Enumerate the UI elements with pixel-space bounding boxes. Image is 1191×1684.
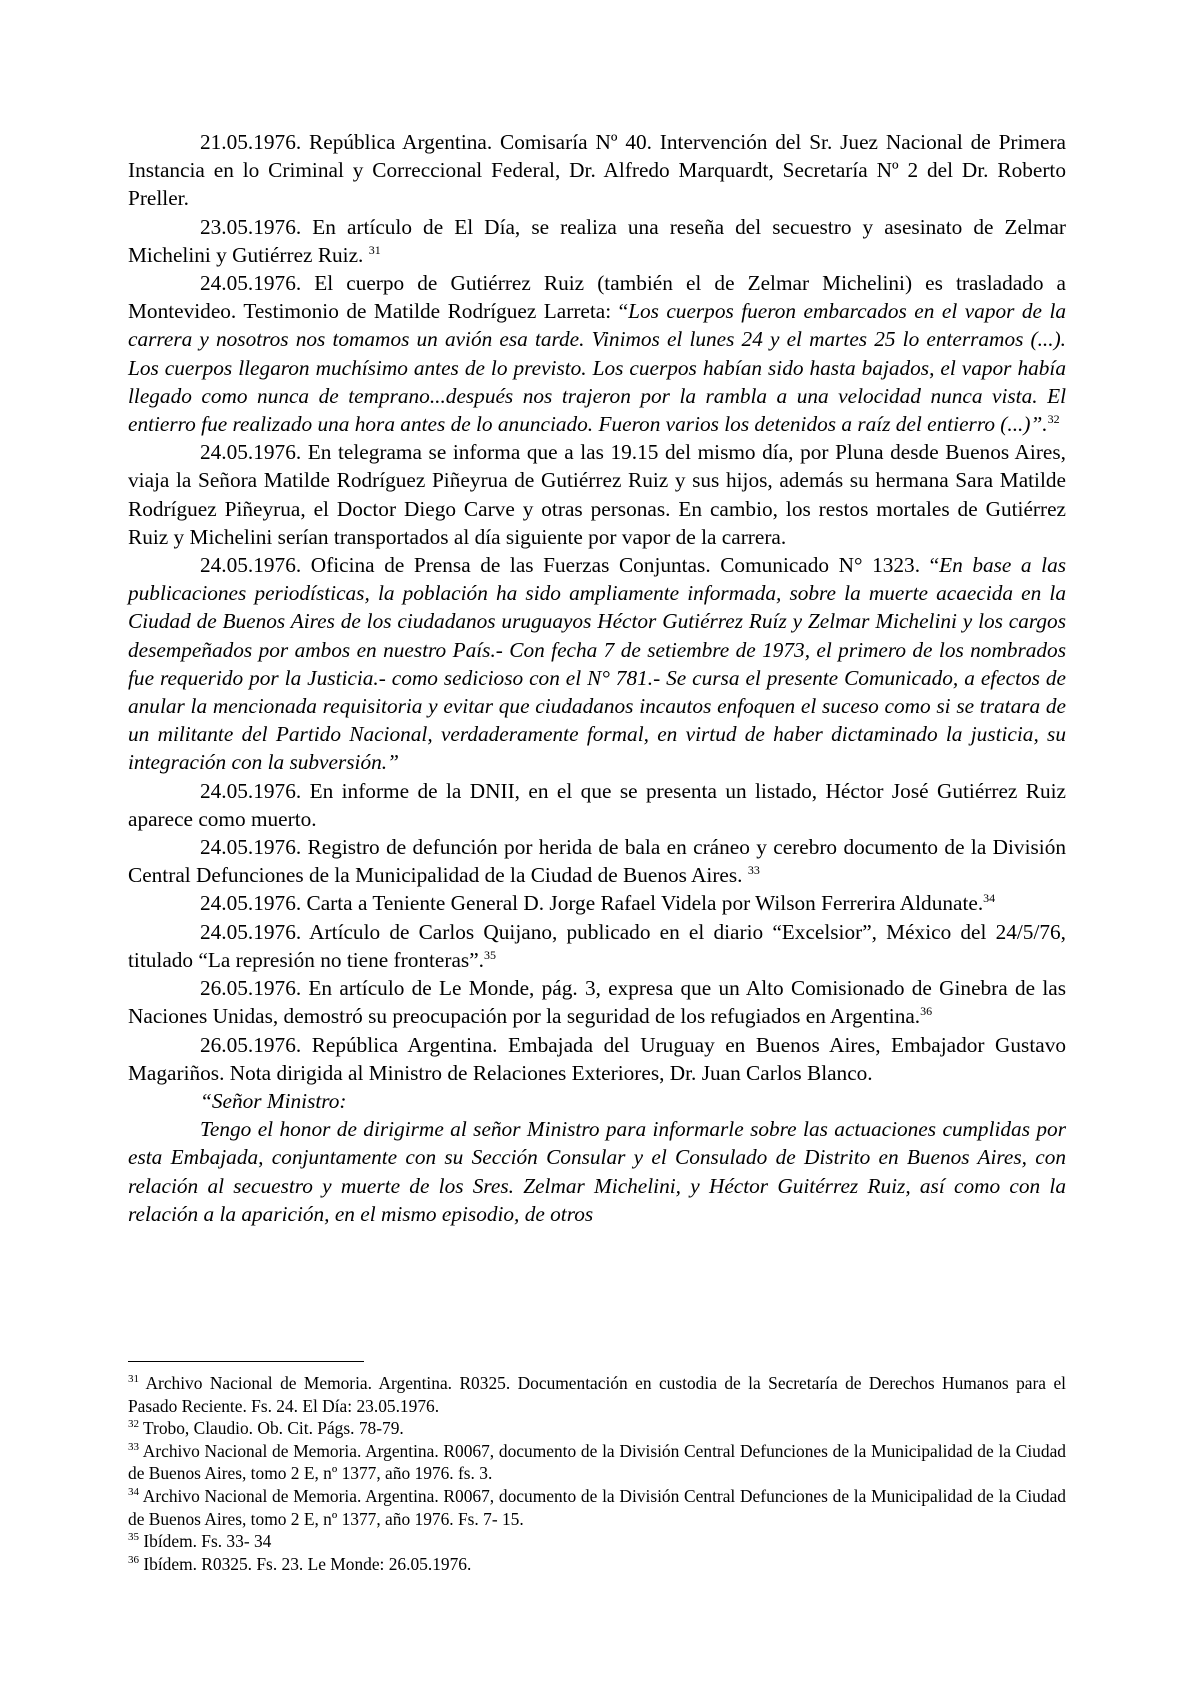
entry-date: 24.05.1976. [200,778,302,803]
footnote [128,1417,1066,1440]
footnote-ref: 35 [484,947,496,962]
entry-date: 24.05.1976. [200,440,302,465]
footnote-number: 36 [128,1553,139,1566]
entry-date: 24.05.1976. [200,891,302,916]
paragraph [128,889,1066,917]
footnote [128,1372,1066,1417]
footnote-number: 31 [128,1373,139,1386]
footnote [128,1485,1066,1530]
paragraph [128,213,1066,269]
entry-text: Carta a Teniente General D. Jorge Rafael Videla por Wilson Ferrerira Aldunate. [301,891,984,916]
letter-body: Tengo el honor de dirigirme al señor Ministro para informarle sobre las actuaciones cumplidas por esta Embajada, conjuntamente con su Sección Consular y el Consulado de Distrito en Buenos Aires, con relación al secuestro y muerte de los Sres. Zelmar Michelini, y Héctor Guitérrez Ruiz, así como con la relación a la aparición, en el mismo episodio, de otros [128,1117,1066,1226]
entry-text: Artículo de Carlos Quijano, publicado en el diario “Excelsior”, México del 24/5/76, titulado “La represión no tiene fronteras”. [128,919,1066,972]
footnote [128,1530,1066,1553]
footnote-text: Ibídem. R0325. Fs. 23. Le Monde: 26.05.1976. [139,1553,472,1574]
entry-text: República Argentina. Comisaría Nº 40. Intervención del Sr. Juez Nacional de Primera Instancia en lo Criminal y Correccional Federal, Dr. Alfredo Marquardt, Secretaría Nº 2 del Dr. Roberto Preller. [128,130,1066,211]
entry-text: República Argentina. Embajada del Uruguay en Buenos Aires, Embajador Gustavo Magariños. Nota dirigida al Ministro de Relaciones Exteriores, Dr. Juan Carlos Blanco. [128,1032,1066,1085]
footnote-divider [128,1361,364,1362]
paragraph [128,974,1066,1030]
entry-text: Registro de defunción por herida de bala en cráneo y cerebro documento de la División Central Defunciones de la Municipalidad de la Ciudad de Buenos Aires. [128,835,1066,888]
entry-text: El cuerpo de Gutiérrez Ruiz (también el de Zelmar Michelini) es trasladado a Montevideo. Testimonio de Matilde Rodríguez Larreta: “ [128,271,1066,324]
footnote-ref: 34 [983,891,996,906]
footnote-number: 35 [128,1531,139,1544]
footnotes [128,1372,1066,1575]
paragraph [128,918,1066,974]
footnote-text: Archivo Nacional de Memoria. Argentina. R0067, documento de la División Central Defunciones de la Municipalidad de la Ciudad de Buenos Aires, tomo 2 E, nº 1377, año 1976. Fs. 7- 15. [128,1485,1066,1529]
entry-date: 24.05.1976. [200,553,302,578]
entry-text: Oficina de Prensa de las Fuerzas Conjuntas. Comunicado N° 1323. “ [301,553,940,578]
footnote-text: Archivo Nacional de Memoria. Argentina. R0325. Documentación en custodia de la Secretaría de Derechos Humanos para el Pasado Reciente. Fs. 24. El Día: 23.05.1976. [128,1373,1066,1416]
paragraph [128,1031,1066,1087]
footnote-number: 33 [128,1440,139,1453]
entry-date: 21.05.1976. [200,130,302,154]
body-text [128,128,1066,1228]
entry-quote: En base a las publicaciones periodísticas, la población ha sido ampliamente informada, sobre la muerte acaecida en la Ciudad de Buenos Aires de los ciudadanos uruguayos Héctor Gutiérrez Ruíz y Zelmar Michelini y los cargos desempeñados por ambos en nuestro País.- Con fecha 7 de setiembre de 1973, el primero de los nombrados fue requerido por la Justicia.- como sedicioso con el N° 781.- Se cursa el presente Comunicado, a efectos de anular la mencionada requisitoria y evitar que ciudadanos incautos enfoquen el suceso como si se tratara de un militante del Partido Nacional, verdaderamente formal, en virtud de haber dictaminado la justicia, su integración con la subversión.” [128,553,1067,775]
entry-text: En artículo de El Día, se realiza una reseña del secuestro y asesinato de Zelmar Michelini y Gutiérrez Ruiz. [128,214,1066,267]
footnote-ref: 31 [368,242,381,257]
footnote [128,1440,1066,1485]
entry-date: 24.05.1976. [200,919,302,944]
entry-date: 24.05.1976. [200,835,302,860]
footnote-number: 34 [128,1486,139,1499]
footnote-number: 32 [128,1418,139,1431]
entry-text: En informe de la DNII, en el que se presenta un listado, Héctor José Gutiérrez Ruiz aparece como muerto. [128,778,1066,831]
entry-text: En artículo de Le Monde, pág. 3, expresa que un Alto Comisionado de Ginebra de las Naciones Unidas, demostró su preocupación por la seguridad de los refugiados en Argentina. [128,976,1066,1029]
footnote-ref: 36 [920,1004,933,1019]
paragraph [128,833,1066,889]
footnote-text: Trobo, Claudio. Ob. Cit. Págs. 78-79. [139,1418,404,1439]
paragraph [128,438,1066,551]
footnote [128,1553,1066,1576]
paragraph [128,777,1066,833]
entry-date: 26.05.1976. [200,976,302,1001]
entry-date: 23.05.1976. [200,214,302,239]
footnote-ref: 33 [747,863,760,878]
entry-date: 26.05.1976. [200,1032,302,1057]
paragraph [128,128,1066,213]
paragraph [128,269,1066,438]
footnote-text: Archivo Nacional de Memoria. Argentina. R0067, documento de la División Central Defunciones de la Municipalidad de la Ciudad de Buenos Aires, tomo 2 E, nº 1377, año 1976. fs. 3. [128,1440,1066,1484]
entry-quote: Los cuerpos fueron embarcados en el vapor de la carrera y nosotros nos tomamos un avión esa tarde. Vinimos el lunes 24 y el martes 25 lo enterramos (...). Los cuerpos llegaron muchísimo antes de lo previsto. Los cuerpos habían sido hasta bajados, el vapor había llegado como nunca de temprano...después nos trajeron por la rambla a una velocidad nunca vista. El entierro fue realizado una hora antes de lo anunciado. Fueron varios los detenidos a raíz del entierro (...)”. [128,299,1067,437]
letter-salutation: “Señor Ministro: [200,1088,347,1113]
footnote-text: Ibídem. Fs. 33- 34 [139,1531,272,1552]
entry-text: En telegrama se informa que a las 19.15 del mismo día, por Pluna desde Buenos Aires, viaja la Señora Matilde Rodríguez Piñeyrua de Gutiérrez Ruiz y sus hijos, además su hermana Sara Matilde Rodríguez Piñeyrua, el Doctor Diego Carve y otras personas. En cambio, los restos mortales de Gutiérrez Ruiz y Michelini serían transportados al día siguiente por vapor de la carrera. [128,440,1066,549]
footnote-ref: 32 [1047,411,1060,426]
paragraph [128,551,1066,777]
entry-date: 24.05.1976. [200,271,302,296]
